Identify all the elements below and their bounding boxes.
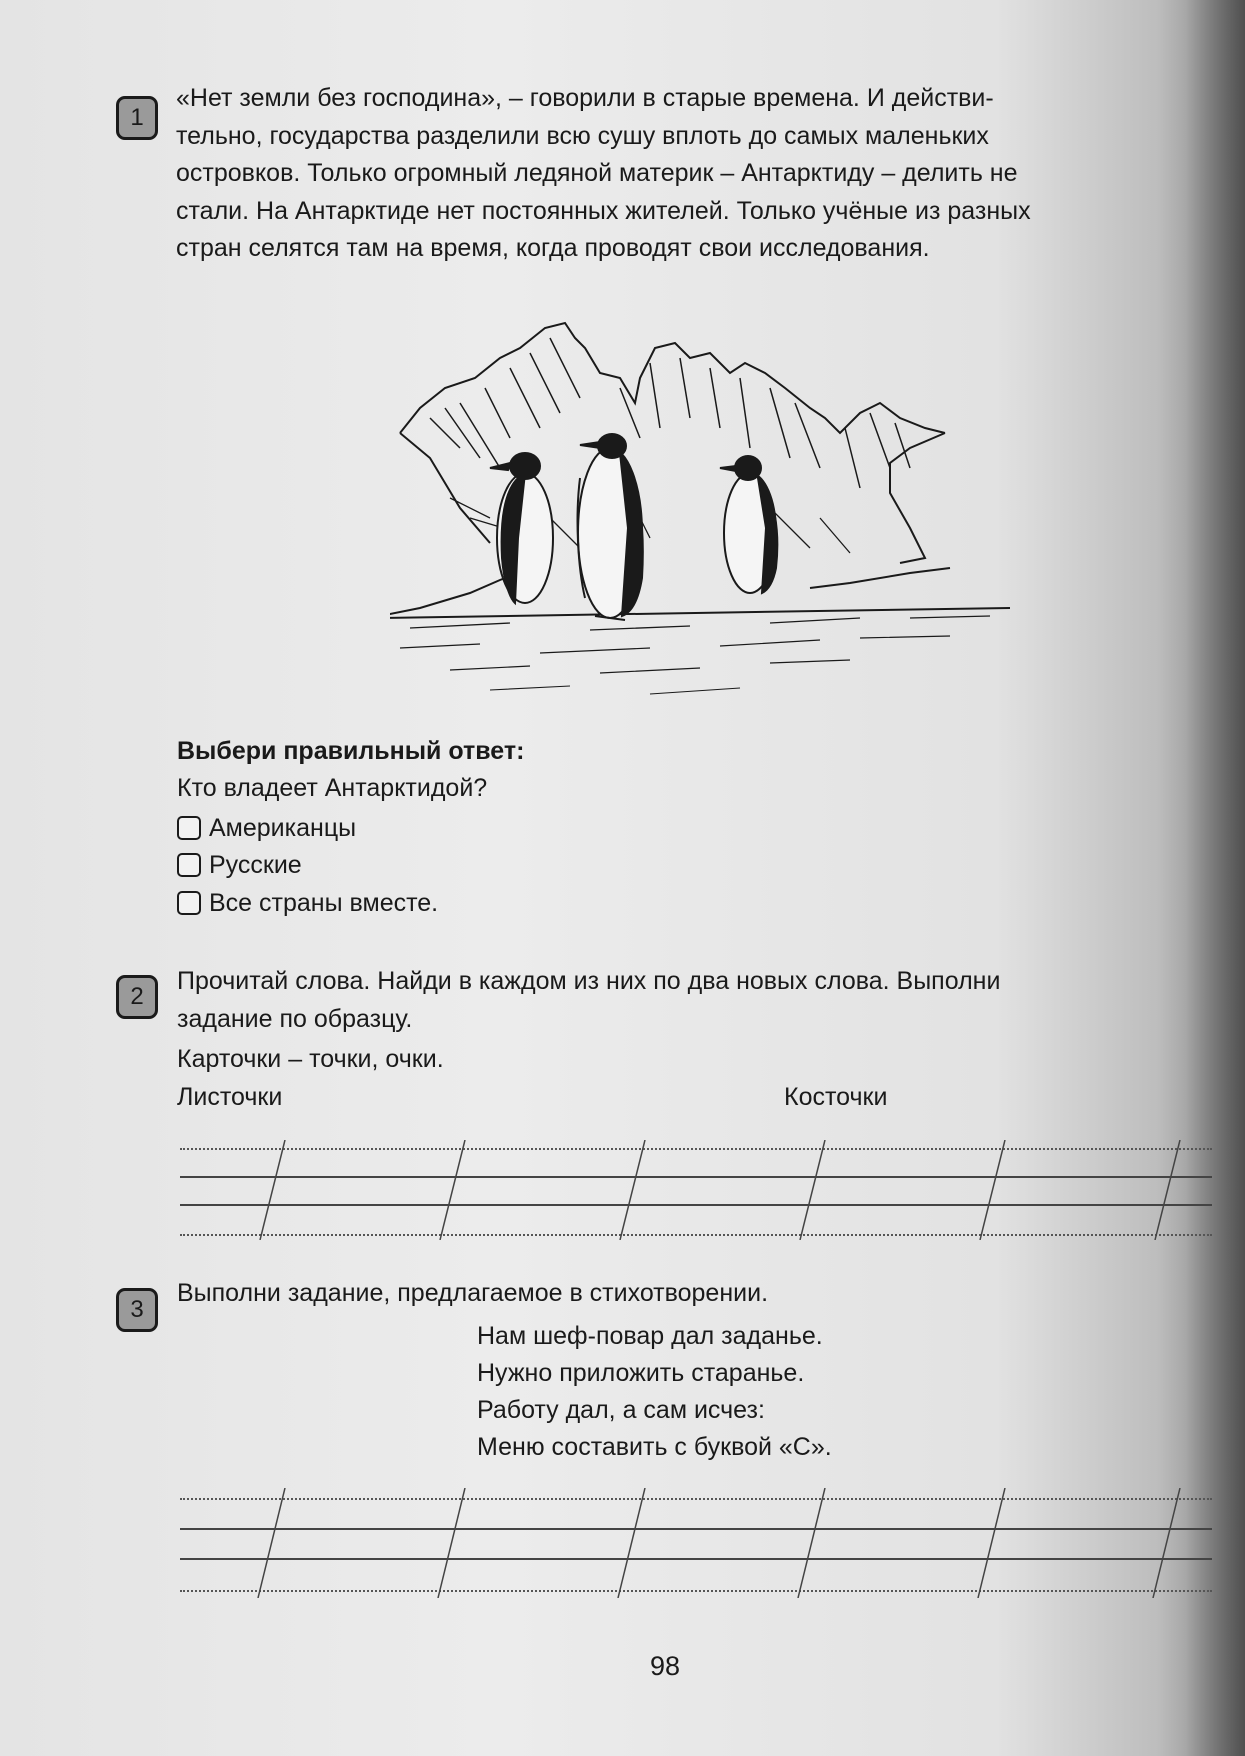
task-2-line: Прочитай слова. Найди в каждом из них по два новых слова. Выполни — [177, 967, 1001, 995]
task-2-number: 2 — [116, 975, 158, 1019]
poem-line: Меню составить с буквой «С». — [477, 1433, 832, 1461]
poem-line: Работу дал, а сам исчез: — [477, 1396, 765, 1424]
antarctica-penguins-illustration — [390, 318, 1030, 703]
word-listochki: Листочки — [177, 1083, 283, 1111]
task-1-line: островков. Только огромный ледяной материк – Антарктиду – делить не — [176, 159, 1018, 187]
answer-option[interactable] — [177, 812, 356, 844]
answer-option-label: Русские — [209, 851, 302, 879]
task-1-line: стран селятся там на время, когда проводят свои исследования. — [176, 234, 930, 262]
task-3-writing-lines[interactable] — [180, 1488, 1212, 1598]
word-kostochki: Косточки — [784, 1083, 888, 1111]
task-2-example: Карточки – точки, очки. — [177, 1045, 444, 1073]
answer-option[interactable] — [177, 887, 438, 919]
poem-line: Нужно приложить старанье. — [477, 1359, 805, 1387]
task-1-line: «Нет земли без господина», – говорили в старые времена. И действи- — [176, 84, 994, 112]
task-1-instruction: Выбери правильный ответ: — [177, 737, 525, 765]
answer-checkbox[interactable] — [177, 816, 201, 840]
answer-checkbox[interactable] — [177, 891, 201, 915]
answer-checkbox[interactable] — [177, 853, 201, 877]
task-3-number: 3 — [116, 1288, 158, 1332]
answer-option-label: Все страны вместе. — [209, 889, 439, 917]
task-1-number: 1 — [116, 96, 158, 140]
page-number: 98 — [650, 1651, 681, 1681]
answer-option[interactable] — [177, 849, 302, 881]
task-2-writing-lines[interactable] — [180, 1140, 1212, 1240]
poem-line: Нам шеф-повар дал заданье. — [477, 1322, 823, 1350]
task-1-text — [176, 80, 1216, 268]
task-2-line: задание по образцу. — [177, 1005, 413, 1033]
task-1-line: стали. На Антарктиде нет постоянных жителей. Только учёные из разных — [176, 196, 1031, 225]
task-1-question: Кто владеет Антарктидой? — [177, 774, 488, 802]
answer-option-label: Американцы — [209, 814, 357, 842]
task-1-line: тельно, государства разделили всю сушу вплоть до самых маленьких — [176, 121, 989, 150]
task-3-instruction: Выполни задание, предлагаемое в стихотворении. — [177, 1279, 769, 1307]
